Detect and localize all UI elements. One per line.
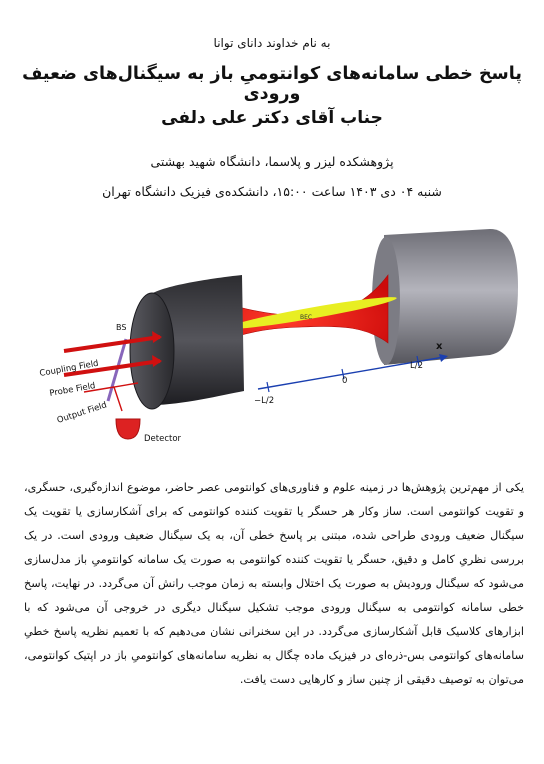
talk-title: پاسخ خطی سامانه‌های کوانتومیِ باز به سیگنال‌های ضعیف ورودی: [22, 64, 522, 104]
bs-label: BS: [116, 323, 127, 332]
cavity-figure: [12, 215, 532, 460]
coupling-field-label: Coupling Field: [38, 358, 100, 379]
left-mirror-face: [130, 293, 174, 409]
detector-label: Detector: [144, 434, 182, 444]
axis-label-zero: 0: [342, 376, 348, 386]
bec-label: BEC: [300, 314, 313, 321]
probe-field-label: Probe Field: [48, 381, 97, 399]
speaker-institute: پژوهشکده لیزر و پلاسما، دانشگاه شهید بهشتی: [150, 154, 394, 169]
right-mirror-body: [384, 229, 518, 365]
output-field-label: Output Field: [55, 400, 109, 426]
date-and-place: شنبه ۰۴ دی ۱۴۰۳ ساعت ۱۵:۰۰، دانشکده‌ی فیزیک دانشگاه تهران: [102, 184, 442, 199]
axis-label-pos: L/2: [410, 361, 424, 371]
basmala: به نام خداوند دانای توانا: [213, 36, 331, 50]
axis-label-x: x: [436, 341, 443, 352]
detector-icon: [116, 419, 140, 439]
abstract-text: یکی از مهم‌ترین پژوهش‌ها در زمینه علوم و فناوری‌های کوانتومی عصر حاضر، موضوع اندازه‌گیری، حسگری، و تقویت کوانتومی است. ساز وکار هر حسگر یا تقویت کننده کوانتومی که برای آشکارسازی یا تقویت یک سیگنال ضعیف ورودی طراحی شده، مبتنی بر پاسخ خطی آن، به یک سیگنال ضعیف ورودی است. در یک بررسی نظریِ کامل و دقیق، حسگر یا تقویت کننده کوانتومی به صورت یک سامانه کوانتومیِ باز مدل‌سازی می‌شود که سیگنال ورودیش به صورت یک اختلال وابسته به زمان موجب رانش آن می‌گردد. در نهایت، پاسخ خطی سامانه کوانتومی به سیگنال ورودی موجب تشکیل سیگنال دیگری در خروجی آن می‌شود که با ابزارهای کلاسیک قابل آشکارسازی می‌گردد. در این سخنرانی نشان می‌دهیم که با تعمیم نظریه پاسخ خطیِ سامانه‌های کوانتومی بس-ذره‌ای در فیزیک ماده چگال به نظریه سامانه‌های کوانتومیِ باز در اپتیک کوانتومی، می‌توان به توصیف دقیقی از چنین ساز و کارهایی دست یافت.: [24, 481, 524, 686]
speaker-name: جناب آقای دکتر علی دلفی: [161, 108, 383, 128]
axis-label-neg: −L/2: [254, 396, 275, 406]
